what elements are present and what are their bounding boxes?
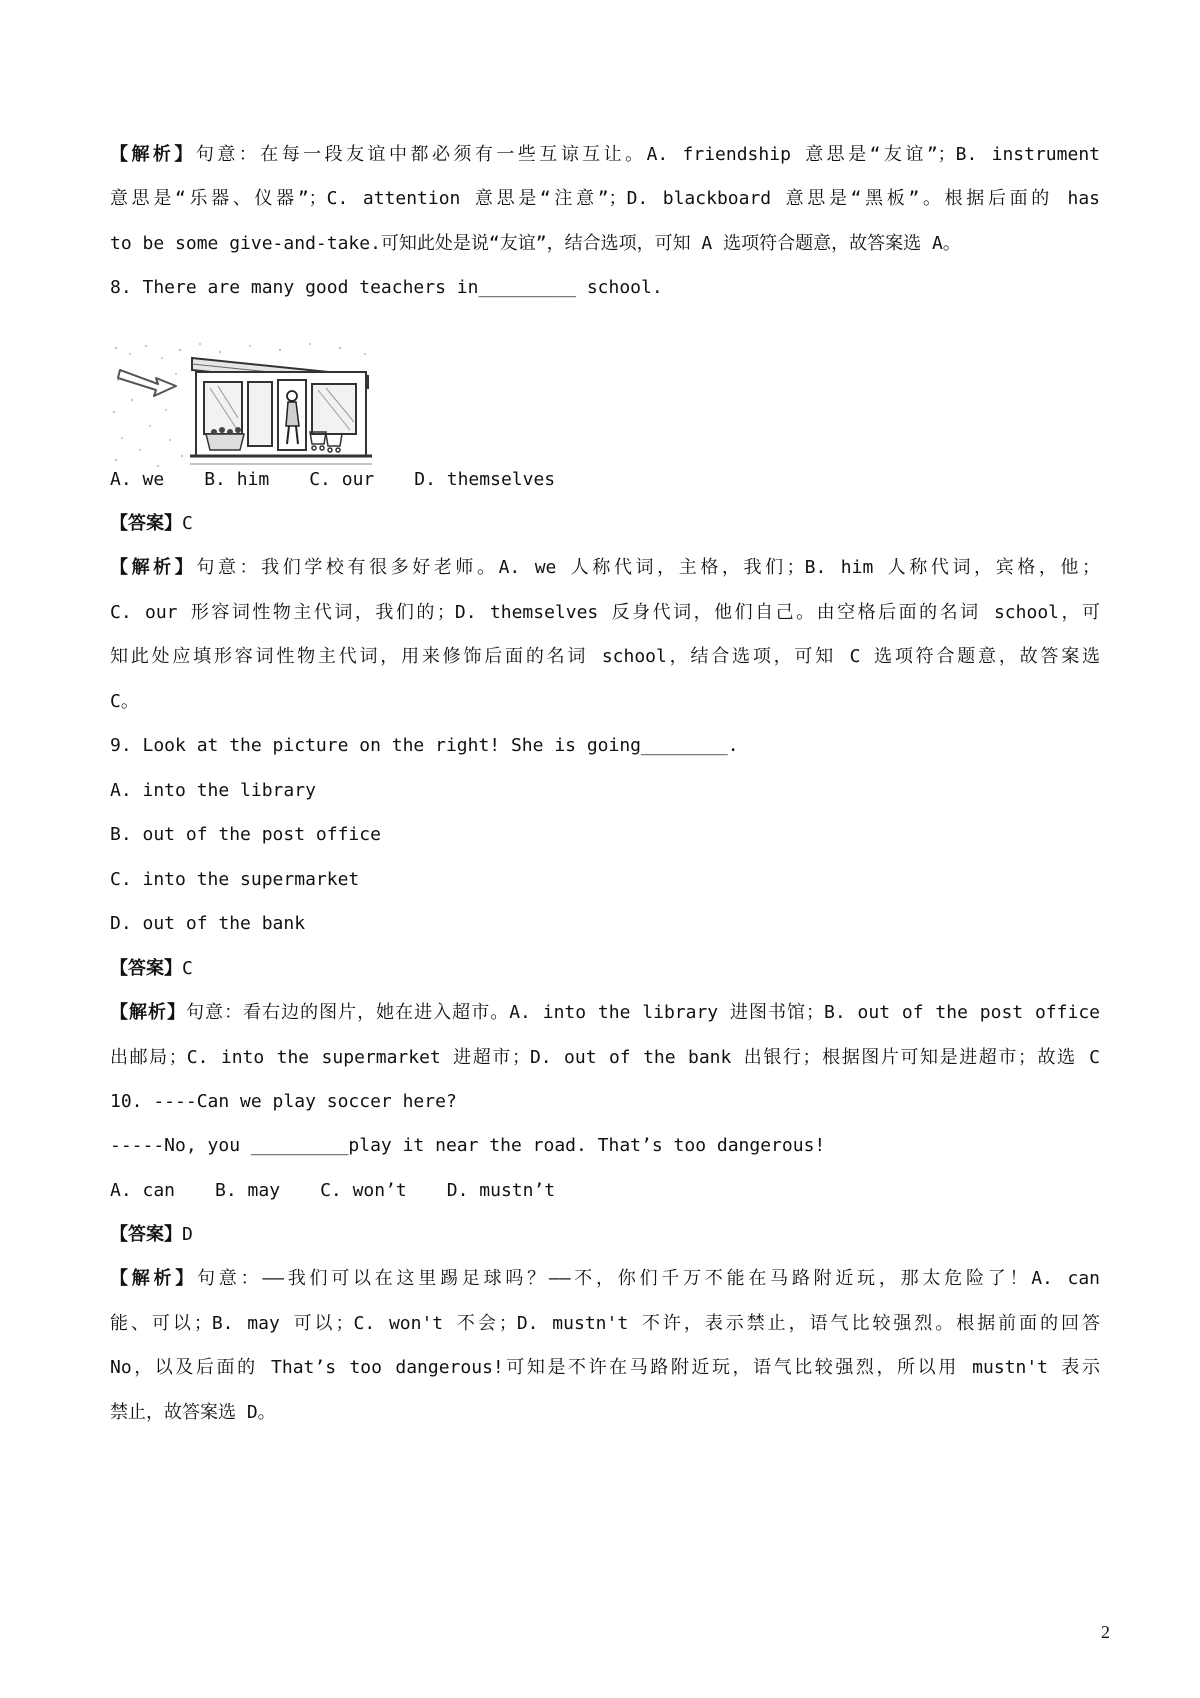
option-a: A. can (110, 1180, 176, 1201)
answer-value: C (182, 513, 193, 534)
answer-q10 (110, 1221, 1100, 1249)
option-c: C. our (309, 469, 375, 490)
explanation-q10-line-1: 【解析】句意：——我们可以在这里踢足球吗？——不，你们千万不能在马路附近玩，那太危险了！A. can (110, 1268, 1100, 1289)
explanation-q8-line-1: 【解析】句意：我们学校有很多好老师。A. we 人称代词，主格，我们；B. him 人称代词，宾格，他； (110, 557, 1100, 578)
explanation-tag: 【解析】 (110, 1002, 187, 1023)
question-10-line-2: -----No, you _________play it near the road. That’s too dangerous! (110, 1135, 826, 1156)
option-c: C. won’t (320, 1180, 407, 1201)
option-b: B. him (204, 469, 270, 490)
answer-tag: 【答案】 (110, 513, 182, 534)
option-b: B. out of the post office (110, 824, 381, 845)
answer-value: D (182, 1224, 193, 1245)
option-a: A. into the library (110, 780, 316, 801)
explanation-q10-line-4: 禁止，故答案选 D。 (110, 1402, 276, 1423)
answer-tag: 【答案】 (110, 958, 182, 979)
option-b: B. may (215, 1180, 281, 1201)
answer-q8 (110, 510, 1100, 538)
explanation-q8-line-3: 知此处应填形容词性物主代词，用来修饰后面的名词 school，结合选项，可知 C 选项符合题意，故答案选 (110, 646, 1100, 667)
options-q8 (110, 466, 1100, 494)
explanation-tag: 【解析】 (110, 557, 197, 578)
explanation-tag: 【解析】 (110, 1268, 198, 1289)
explanation-q10-line-3: No，以及后面的 That’s too dangerous!可知是不许在马路附近玩，语气比较强烈，所以用 mustn't 表示 (110, 1357, 1100, 1378)
option-d: D. out of the bank (110, 913, 306, 934)
answer-q9 (110, 955, 1100, 983)
supermarket-entrance-illustration (110, 340, 410, 480)
explanation-q10-line-2: 能、可以；B. may 可以；C. won't 不会；D. mustn't 不许，表示禁止，语气比较强烈。根据前面的回答 (110, 1313, 1100, 1334)
answer-tag: 【答案】 (110, 1224, 182, 1245)
explanation-tag: 【解析】 (110, 144, 196, 165)
explanation-q7-line-3: to be some give-and-take.可知此处是说“友谊”，结合选项，可知 A 选项符合题意，故答案选 A。 (110, 233, 961, 254)
explanation-q7-line-2: 意思是“乐器、仪器”；C. attention 意思是“注意”；D. blackboard 意思是“黑板”。根据后面的 has (110, 188, 1100, 209)
explanation-q8-line-2: C. our 形容词性物主代词，我们的；D. themselves 反身代词，他们自己。由空格后面的名词 school，可 (110, 602, 1100, 623)
question-9: 9. Look at the picture on the right! She is going________. (110, 735, 739, 756)
explanation-q9-line-2: 出邮局；C. into the supermarket 进超市；D. out of the bank 出银行；根据图片可知是进超市；故选 C (110, 1047, 1100, 1068)
question-8: 8. There are many good teachers in_________ school. (110, 277, 663, 298)
option-c: C. into the supermarket (110, 869, 360, 890)
options-q10 (110, 1177, 1100, 1205)
explanation-q8-line-4: C。 (110, 691, 139, 712)
explanation-q7-line-1: 【解析】句意：在每一段友谊中都必须有一些互谅互让。A. friendship 意思是“友谊”；B. instrument (110, 144, 1100, 165)
explanation-q9-line-1: 【解析】句意：看右边的图片，她在进入超市。A. into the library 进图书馆；B. out of the post office (110, 1002, 1100, 1023)
question-10-line-1: 10. ----Can we play soccer here? (110, 1091, 457, 1112)
answer-value: C (182, 958, 193, 979)
page-number: 2 (1101, 1622, 1110, 1642)
option-d: D. themselves (414, 469, 556, 490)
option-a: A. we (110, 469, 165, 490)
option-d: D. mustn’t (446, 1180, 556, 1201)
